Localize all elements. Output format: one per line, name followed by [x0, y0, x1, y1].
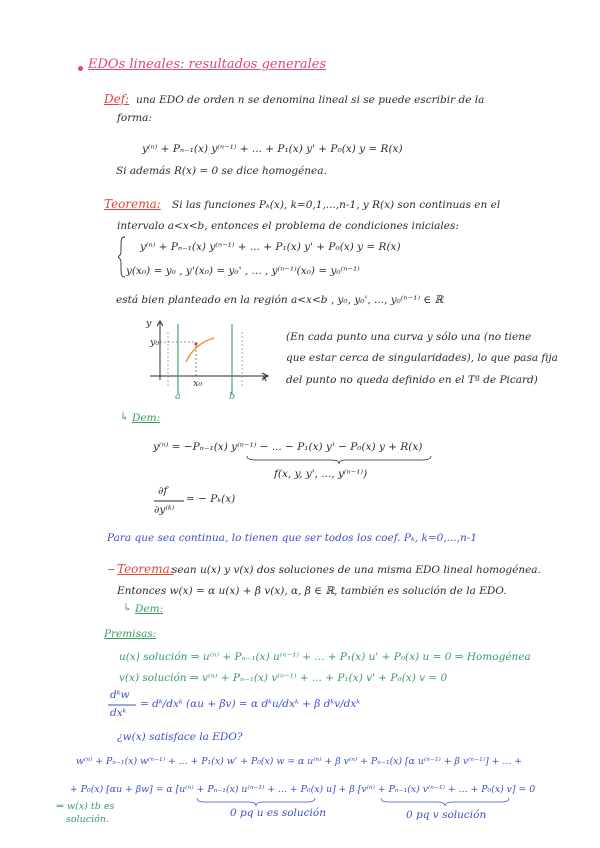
- graph-a-label: a: [175, 391, 181, 402]
- demo2-premise-u: u(x) solución ⇒ u⁽ⁿ⁾ + Pₙ₋₁(x) u⁽ⁿ⁻¹⁾ + ... + P₁(x) u' + P₀(x) u = 0 ⇒ Homogénea: [119, 651, 531, 663]
- teorema1-line1: Si las funciones Pₖ(x), k=0,1,...,n-1, y R(x) son continuas en el: [172, 199, 501, 211]
- underbrace-icon: [246, 455, 432, 465]
- teorema1-note1: (En cada punto una curva y sólo una (no tiene: [286, 331, 532, 343]
- demo2-question: ¿w(x) satisface la EDO?: [117, 731, 243, 743]
- fraction-bar: [154, 500, 184, 502]
- demo2-arrow-icon: ↳: [123, 602, 132, 614]
- teorema1-line2: intervalo a<x<b, entonces el problema de condiciones iniciales:: [117, 220, 459, 232]
- graph-x0-label: x₀: [193, 378, 203, 389]
- demo1-partial-num: ∂f: [158, 485, 168, 497]
- teorema2-line2: Entonces w(x) = α u(x) + β v(x), α, β ∈ ℝ, también es solución de la EDO.: [117, 585, 507, 597]
- demo2-final-line2: solución.: [66, 814, 109, 825]
- graph-x-axis-label: x: [262, 373, 268, 384]
- demo2-deriv-num: dᵏw: [110, 689, 130, 701]
- demo1-partial-den: ∂y⁽ᵏ⁾: [154, 504, 175, 516]
- demo2-label: Dem:: [135, 603, 164, 615]
- teorema1-system-eq2: y(x₀) = y₀ , y'(x₀) = y₀' , ... , y⁽ⁿ⁻¹⁾(x₀) = y₀⁽ⁿ⁻¹⁾: [126, 265, 360, 277]
- graph-y-axis-label: y: [146, 318, 152, 329]
- def-equation: y⁽ⁿ⁾ + Pₙ₋₁(x) y⁽ⁿ⁻¹⁾ + ... + P₁(x) y' + P₀(x) y = R(x): [142, 143, 403, 155]
- teorema2-label: Teorema:: [117, 562, 174, 576]
- demo2-line1: w⁽ⁿ⁾ + Pₙ₋₁(x) w⁽ⁿ⁻¹⁾ + ... + P₁(x) w' + P₀(x) w = α u⁽ⁿ⁾ + β v⁽ⁿ⁾ + Pₙ₋₁(x) [α u⁽ⁿ⁻¹⁾ + β v⁽ⁿ⁻¹⁾] + ... +: [76, 756, 523, 767]
- demo1-arrow-icon: ↳: [120, 411, 129, 423]
- section-title: EDOs lineales: resultados generales: [88, 57, 327, 72]
- def-label: Def:: [104, 92, 130, 106]
- demo2-final-line1: ⇒ w(x) tb es: [56, 801, 115, 812]
- teorema1-label: Teorema:: [104, 197, 161, 211]
- teorema2-line1: sean u(x) y v(x) dos soluciones de una misma EDO lineal homogénea.: [172, 564, 541, 576]
- demo2-deriv-rhs: = dᵏ/dxᵏ (αu + βv) = α dᵏu/dxᵏ + β dᵏv/dxᵏ: [140, 698, 361, 710]
- graph-y0-label: y₀: [150, 337, 160, 348]
- underbrace-icon: [380, 797, 510, 807]
- teorema1-system-eq1: y⁽ⁿ⁾ + Pₙ₋₁(x) y⁽ⁿ⁻¹⁾ + ... + P₁(x) y' + P₀(x) y = R(x): [140, 241, 401, 253]
- teorema2-dash: −: [107, 564, 116, 576]
- teorema1-note3: del punto no queda definido en el Tª de Picard): [286, 374, 538, 386]
- demo2-v-solution: 0 pq v solución: [406, 809, 487, 821]
- def-homogeneous: Si además R(x) = 0 se dice homogénea.: [116, 165, 327, 177]
- demo1-underbrace-label: f(x, y, y', ..., y⁽ⁿ⁻¹⁾): [274, 468, 368, 480]
- demo1-conclusion: Para que sea continua, lo tienen que ser todos los coef. Pₖ, k=0,...,n-1: [107, 532, 477, 544]
- demo2-premisas: Premisas:: [104, 628, 157, 640]
- def-line1: una EDO de orden n se denomina lineal si se puede escribir de la: [136, 94, 485, 106]
- demo1-equation: y⁽ⁿ⁾ = −Pₙ₋₁(x) y⁽ⁿ⁻¹⁾ − ... − P₁(x) y' − P₀(x) y + R(x): [153, 441, 423, 453]
- teorema1-line3: está bien planteado en la región a<x<b , y₀, y₀', ..., y₀⁽ⁿ⁻¹⁾ ∈ ℝ: [116, 294, 444, 306]
- graph-b-label: b: [229, 391, 236, 402]
- teorema1-note2: que estar cerca de singularidades), lo que pasa fija: [286, 352, 558, 364]
- demo1-label: Dem:: [132, 412, 161, 424]
- demo1-partial-rhs: = − Pₖ(x): [186, 493, 236, 505]
- bullet-icon: [78, 66, 83, 71]
- demo2-premise-v: v(x) solución ⇒ v⁽ⁿ⁾ + Pₙ₋₁(x) v⁽ⁿ⁻¹⁾ + ... + P₁(x) v' + P₀(x) v = 0: [119, 672, 448, 684]
- demo2-line2: + P₀(x) [αu + βw] = α [u⁽ⁿ⁾ + Pₙ₋₁(x) u⁽ⁿ⁻¹⁾ + ... + P₀(x) u] + β [v⁽ⁿ⁾ + Pₙ₋₁(x) v⁽ⁿ⁻¹⁾ + ... + P₀(x) v] = 0: [70, 784, 536, 795]
- def-line2: forma:: [117, 112, 152, 124]
- demo2-u-solution: 0 pq u es solución: [230, 807, 326, 819]
- demo2-deriv-den: dxᵏ: [110, 707, 127, 719]
- region-graph: [146, 318, 276, 404]
